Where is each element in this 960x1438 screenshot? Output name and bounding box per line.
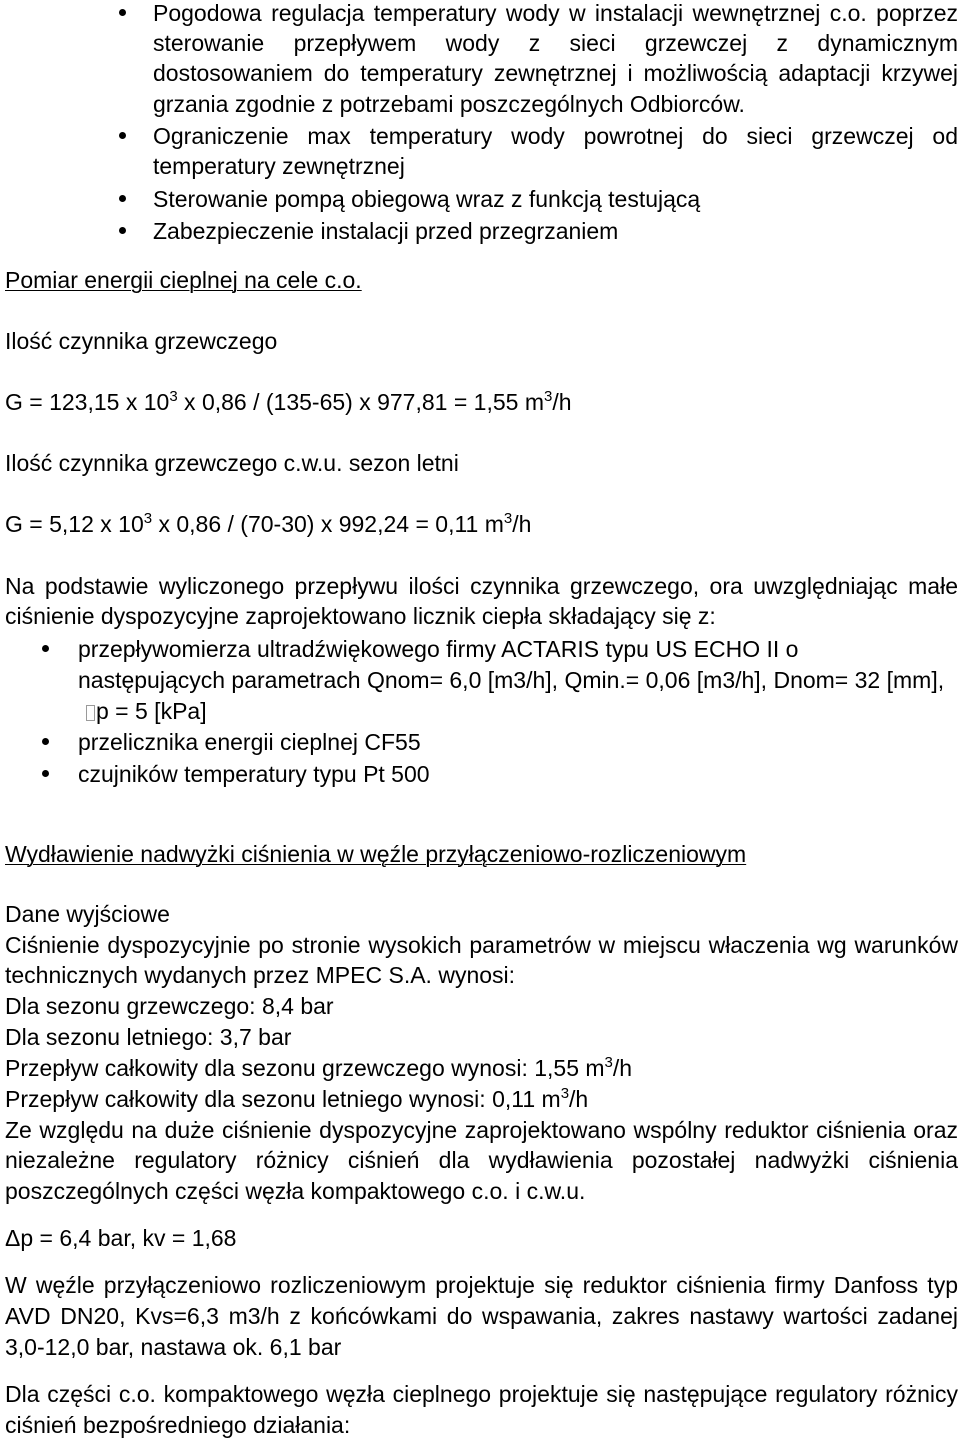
formula-unit-exponent: 3 xyxy=(503,510,513,527)
list-item-line: czujników temperatury typu Pt 500 xyxy=(78,761,430,787)
paragraph-line: Na podstawie wyliczonego przepływu ilości czynnika grzewczego, ora uwzględniając małe xyxy=(5,573,958,599)
formula-exponent: 3 xyxy=(143,510,153,527)
bullet-icon xyxy=(119,9,126,16)
missing-glyph-icon xyxy=(86,705,95,721)
bullet-icon xyxy=(42,738,49,745)
bullet-icon xyxy=(119,227,126,234)
bullet-icon xyxy=(42,770,49,777)
list-item-line: Sterowanie pompą obiegową wraz z funkcją testującą xyxy=(153,186,701,212)
formula-exponent: 3 xyxy=(169,388,178,405)
co-flow-label: Ilość czynnika grzewczego xyxy=(5,328,278,354)
formula-unit-exponent: 3 xyxy=(543,388,553,405)
paragraph-line: Ciśnienie dyspozycyjnie po stronie wysokich parametrów w miejscu właczenia wg warunków xyxy=(5,932,958,958)
formula-tail: /h xyxy=(512,511,532,537)
bullet-icon xyxy=(119,132,126,139)
list-item-line: temperatury zewnętrznej xyxy=(153,153,405,179)
paragraph-line: Dla części c.o. kompaktowego węzła cieplnego projektuje się następujące regulatory różnicy xyxy=(5,1381,958,1407)
cwu-flow-label: Ilość czynnika grzewczego c.w.u. sezon letni xyxy=(5,450,459,476)
section-heading: Pomiar energii cieplnej na cele c.o. xyxy=(5,267,362,293)
list-item-line-text: p = 5 [kPa] xyxy=(96,698,207,724)
section-heading: Wydławienie nadwyżki ciśnienia w węźle przyłączeniowo-rozliczeniowym xyxy=(5,841,747,867)
flow-unit-tail: /h xyxy=(569,1086,589,1112)
cwu-flow-formula xyxy=(5,511,531,537)
list-item-line: Zabezpieczenie instalacji przed przegrzaniem xyxy=(153,218,619,244)
input-data-label: Dane wyjściowe xyxy=(5,901,170,927)
bullet-icon xyxy=(42,645,49,652)
heating-season-flow xyxy=(5,1055,632,1081)
formula-body: x 0,86 / (135-65) x 977,81 = 1,55 m xyxy=(177,389,544,415)
list-item-line xyxy=(78,698,207,724)
co-flow-formula xyxy=(5,389,572,415)
list-item-line: grzania zgodnie z potrzebami poszczególnych Odbiorców. xyxy=(153,91,745,117)
pressure-drop-value: Δp = 6,4 bar, kv = 1,68 xyxy=(5,1225,237,1251)
bullet-icon xyxy=(119,195,126,202)
paragraph-line: W węźle przyłączeniowo rozliczeniowym projektuje się reduktor ciśnienia firmy Danfoss typ xyxy=(5,1272,958,1298)
flow-text: Przepływ całkowity dla sezonu grzewczego wynosi: 1,55 m xyxy=(5,1055,605,1081)
formula-head: G = 123,15 x 10 xyxy=(5,389,170,415)
list-item-line: Ograniczenie max temperatury wody powrotnej do sieci grzewczej od xyxy=(153,123,958,149)
formula-tail: /h xyxy=(552,389,572,415)
paragraph-line: 3,0-12,0 bar, nastawa ok. 6,1 bar xyxy=(5,1334,342,1360)
paragraph-line: ciśnień bezpośredniego działania: xyxy=(5,1412,351,1438)
paragraph-line: poszczególnych części węzła kompaktowego c.o. i c.w.u. xyxy=(5,1178,586,1204)
heating-season-pressure: Dla sezonu grzewczego: 8,4 bar xyxy=(5,993,334,1019)
paragraph-line: AVD DN20, Kvs=6,3 m3/h z końcówkami do wspawania, zakres nastawy wartości zadanej xyxy=(5,1303,958,1329)
list-item-line: Pogodowa regulacja temperatury wody w instalacji wewnętrznej c.o. poprzez xyxy=(153,0,958,26)
flow-unit-tail: /h xyxy=(612,1055,633,1081)
flow-text: Przepływ całkowity dla sezonu letniego wynosi: 0,11 m xyxy=(5,1086,561,1112)
summer-season-flow xyxy=(5,1086,588,1112)
paragraph-line: niezależne regulatory różnicy ciśnień dla wydławienia pozostałej nadwyżki ciśnienia xyxy=(5,1147,958,1173)
list-item-line: przelicznika energii cieplnej CF55 xyxy=(78,729,421,755)
formula-body: x 0,86 / (70-30) x 992,24 = 0,11 m xyxy=(152,511,504,537)
flow-unit-exponent: 3 xyxy=(604,1054,613,1071)
paragraph-line: ciśnienie dyspozycyjne zaprojektowano licznik ciepła składający się z: xyxy=(5,603,716,629)
list-item-line: następujących parametrach Qnom= 6,0 [m3/h], Qmin.= 0,06 [m3/h], Dnom= 32 [mm], xyxy=(78,667,945,693)
flow-unit-exponent: 3 xyxy=(560,1085,570,1102)
paragraph-line: Ze względu na duże ciśnienie dyspozycyjne zaprojektowano wspólny reduktor ciśnienia oraz xyxy=(5,1117,958,1143)
formula-head: G = 5,12 x 10 xyxy=(5,511,144,537)
list-item-line: przepływomierza ultradźwiękowego firmy ACTARIS typu US ECHO II o xyxy=(78,636,799,662)
summer-season-pressure: Dla sezonu letniego: 3,7 bar xyxy=(5,1024,292,1050)
paragraph-line: technicznych wydanych przez MPEC S.A. wynosi: xyxy=(5,962,516,988)
list-item-line: sterowanie przepływem wody z sieci grzewczej z dynamicznym xyxy=(153,30,958,56)
list-item-line: dostosowaniem do temperatury zewnętrznej i możliwością adaptacji krzywej xyxy=(153,60,958,86)
